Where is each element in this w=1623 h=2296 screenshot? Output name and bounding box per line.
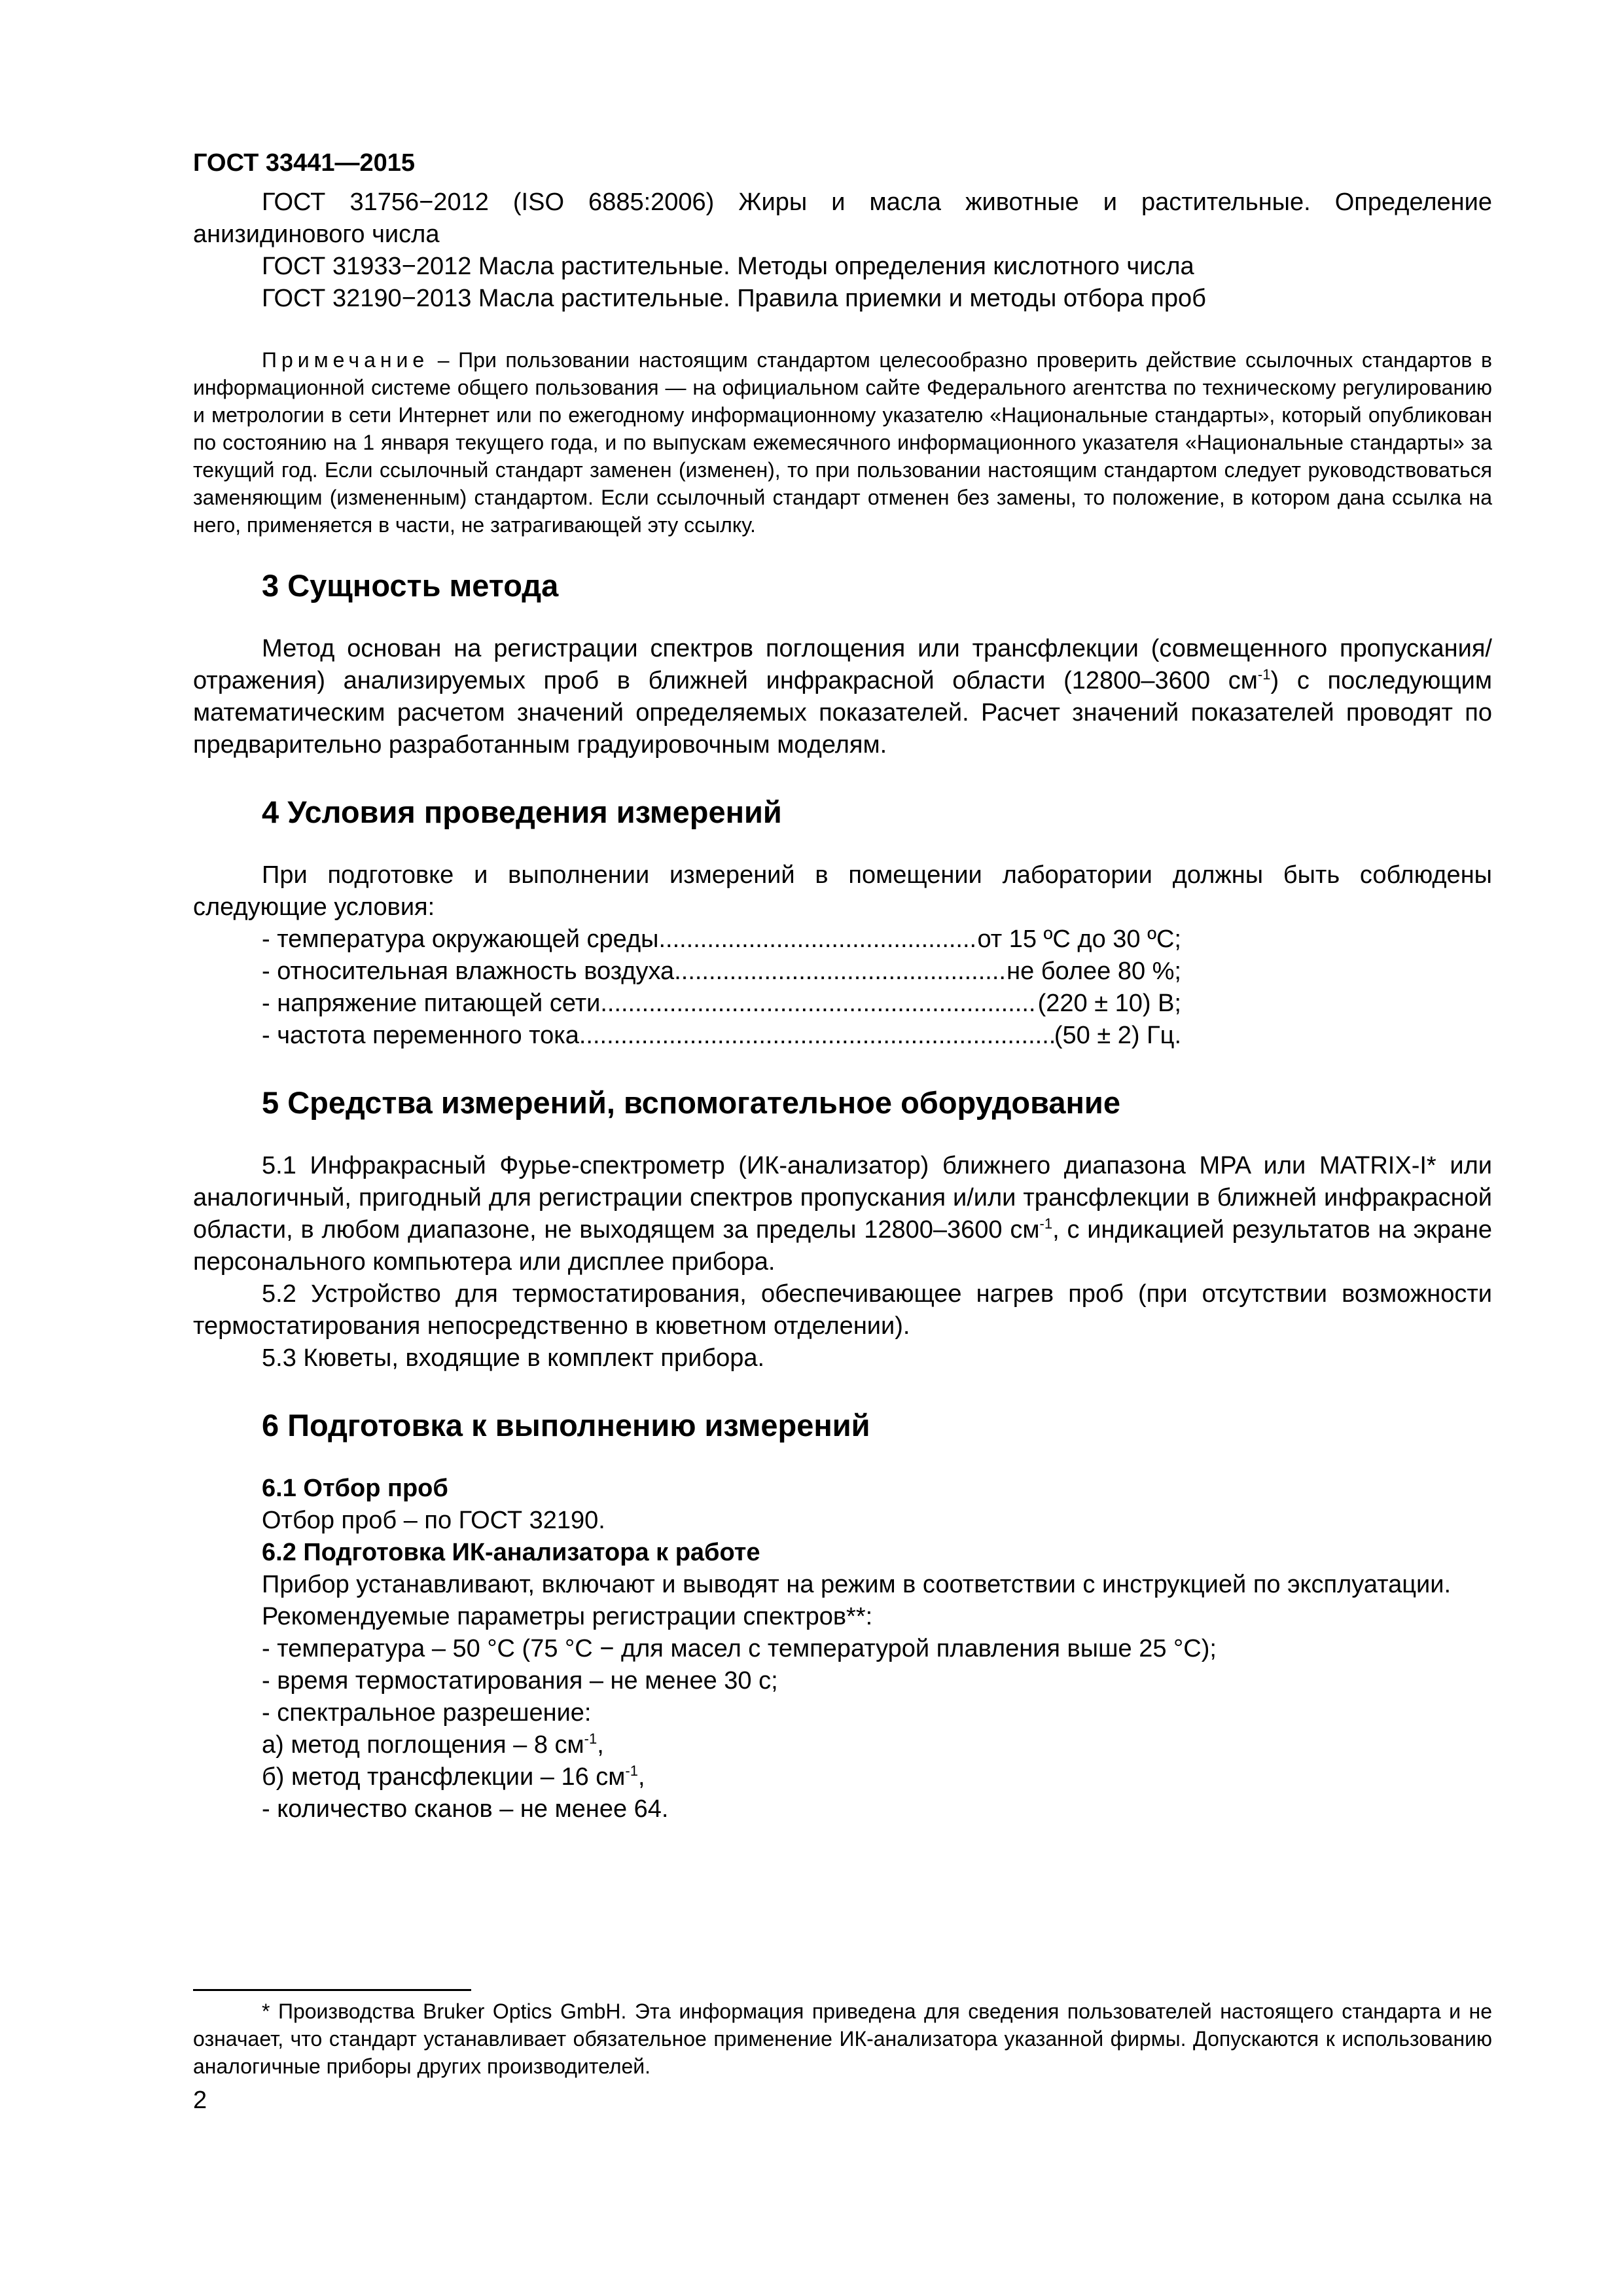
footnote-separator [193,1989,471,1991]
section-6-title: 6 Подготовка к выполнению измерений [262,1408,870,1443]
section-3-text-a: Метод основан на регистрации спектров поглощения или трансфлекции (совмещенного пропускания/отражения) анализируемых проб в ближней инфракрасной области (12800–3600 см [193,635,1492,694]
subsection-6-2-text: Прибор устанавливают, включают и выводят на режим в соответствии с инструкцией по эксплуатации. [262,1571,1452,1598]
condition-frequency: - частота переменного тока ..... (50 ± 2) Гц. [193,1020,1181,1052]
section-4-intro: При подготовке и выполнении измерений в помещении лаборатории должны быть соблюдены следующие условия: [193,861,1492,921]
footnote: * Производства Bruker Optics GmbH. Эта информация приведена для сведения пользователей настоящего стандарта и не означает, что стандарт устанавливает обязательное применение ИК-анализатора указанной фирмы. Допускаются к использованию аналогичные приборы других производителей. [193,2000,1492,2078]
subsection-6-1-title: 6.1 Отбор проб [262,1475,448,1502]
section-5-3-paragraph: 5.3 Кюветы, входящие в комплект прибора. [262,1344,765,1372]
param-transflection: б) метод трансфлекции – 16 $см^{-1}$, [262,1763,645,1791]
param-scans: - количество сканов – не менее 64. [262,1795,669,1823]
param-temperature: - температура – 50 °С (75 °С − для масел с температурой плавления выше 25 °С); [262,1635,1217,1662]
params-intro: Рекомендуемые параметры регистрации спектров**: [262,1603,873,1630]
section-5-title: 5 Средства измерений, вспомогательное оборудование [262,1085,1120,1120]
section-4-title: 4 Условия проведения измерений [262,795,782,829]
subsection-6-2-title: 6.2 Подготовка ИК-анализатора к работе [262,1539,760,1566]
section-5-2-paragraph: 5.2 Устройство для термостатирования, обеспечивающее нагрев проб (при отсутствии возможности термостатирования непосредственно в кюветном отделении). [193,1280,1492,1340]
condition-humidity: - относительная влажность воздуха ..... не более 80 %; [193,956,1181,988]
subsection-6-1-text: Отбор проб – по ГОСТ 32190. [262,1507,605,1534]
superscript: -1 [584,1731,597,1747]
param-absorption: а) метод поглощения – 8 $см^{-1}$, [262,1731,604,1759]
note-text: – При пользовании настоящим стандартом целесообразно проверить действие ссылочных стандартов в информационной системе общего пользования — на официальном сайте Федерального агентства по техническому регулированию и метрологии в сети Интернет или по ежегодному информационному указателю «Национальные стандарты», который опубликован по состоянию на 1 января текущего года, и по выпускам ежемесячного информационного указателя «Национальные стандарты» за текущий год. Если ссылочный стандарт заменен (изменен), то при пользовании настоящим стандартом следует руководствоваться заменяющим (измененным) стандартом. Если ссылочный стандарт отменен без замены, то положение, в котором дана ссылка на него, применяется в части, не затрагивающей эту ссылку. [193,348,1492,537]
section-3-paragraph [193,633,1492,761]
section-5-1-text-b: , с индикацией результатов на экране персонального компьютера или дисплее прибора. [193,1216,1492,1276]
ref-gost-31933: ГОСТ 31933−2012 Масла растительные. Методы определения кислотного числа [262,253,1194,280]
section-5-1-paragraph [193,1150,1492,1278]
standard-header: ГОСТ 33441—2015 [193,149,416,177]
document-page [193,149,1492,1825]
superscript: -1 [1039,1215,1053,1232]
ref-gost-31756: ГОСТ 31756−2012 (ISO 6885:2006) Жиры и масла животные и растительные. Определение анизидинового числа [193,188,1492,248]
section-3-text-b: ) с последующим математическим расчетом значений определяемых показателей. Расчет значений показателей проводят по предварительно разработанным градуировочным моделям. [193,667,1492,759]
param-thermostat-time: - время термостатирования – не менее 30 с; [262,1667,778,1695]
section-5-1-text-a: 5.1 Инфракрасный Фурье-спектрометр (ИК-анализатор) ближнего диапазона MPA или MATRIX-I* или аналогичный, пригодный для регистрации спектров пропускания и/или трансфлекции в ближней инфракрасной области, в любом диапазоне, не выходящем за пределы 12800–3600 см [193,1152,1492,1244]
superscript: -1 [1257,666,1271,683]
page-number: 2 [193,2087,207,2114]
param-resolution: - спектральное разрешение: [262,1699,592,1727]
note-label: Примечание [262,348,429,372]
condition-temperature: - температура окружающей среды ..... от 15 ºС до 30 ºС; [193,924,1181,956]
section-3-title: 3 Сущность метода [262,568,559,603]
ref-gost-32190: ГОСТ 32190−2013 Масла растительные. Правила приемки и методы отбора проб [262,285,1206,312]
condition-voltage: - напряжение питающей сети ..... (220 ± 10) В; [193,988,1181,1020]
note-paragraph [193,346,1492,539]
superscript: -1 [625,1763,638,1779]
